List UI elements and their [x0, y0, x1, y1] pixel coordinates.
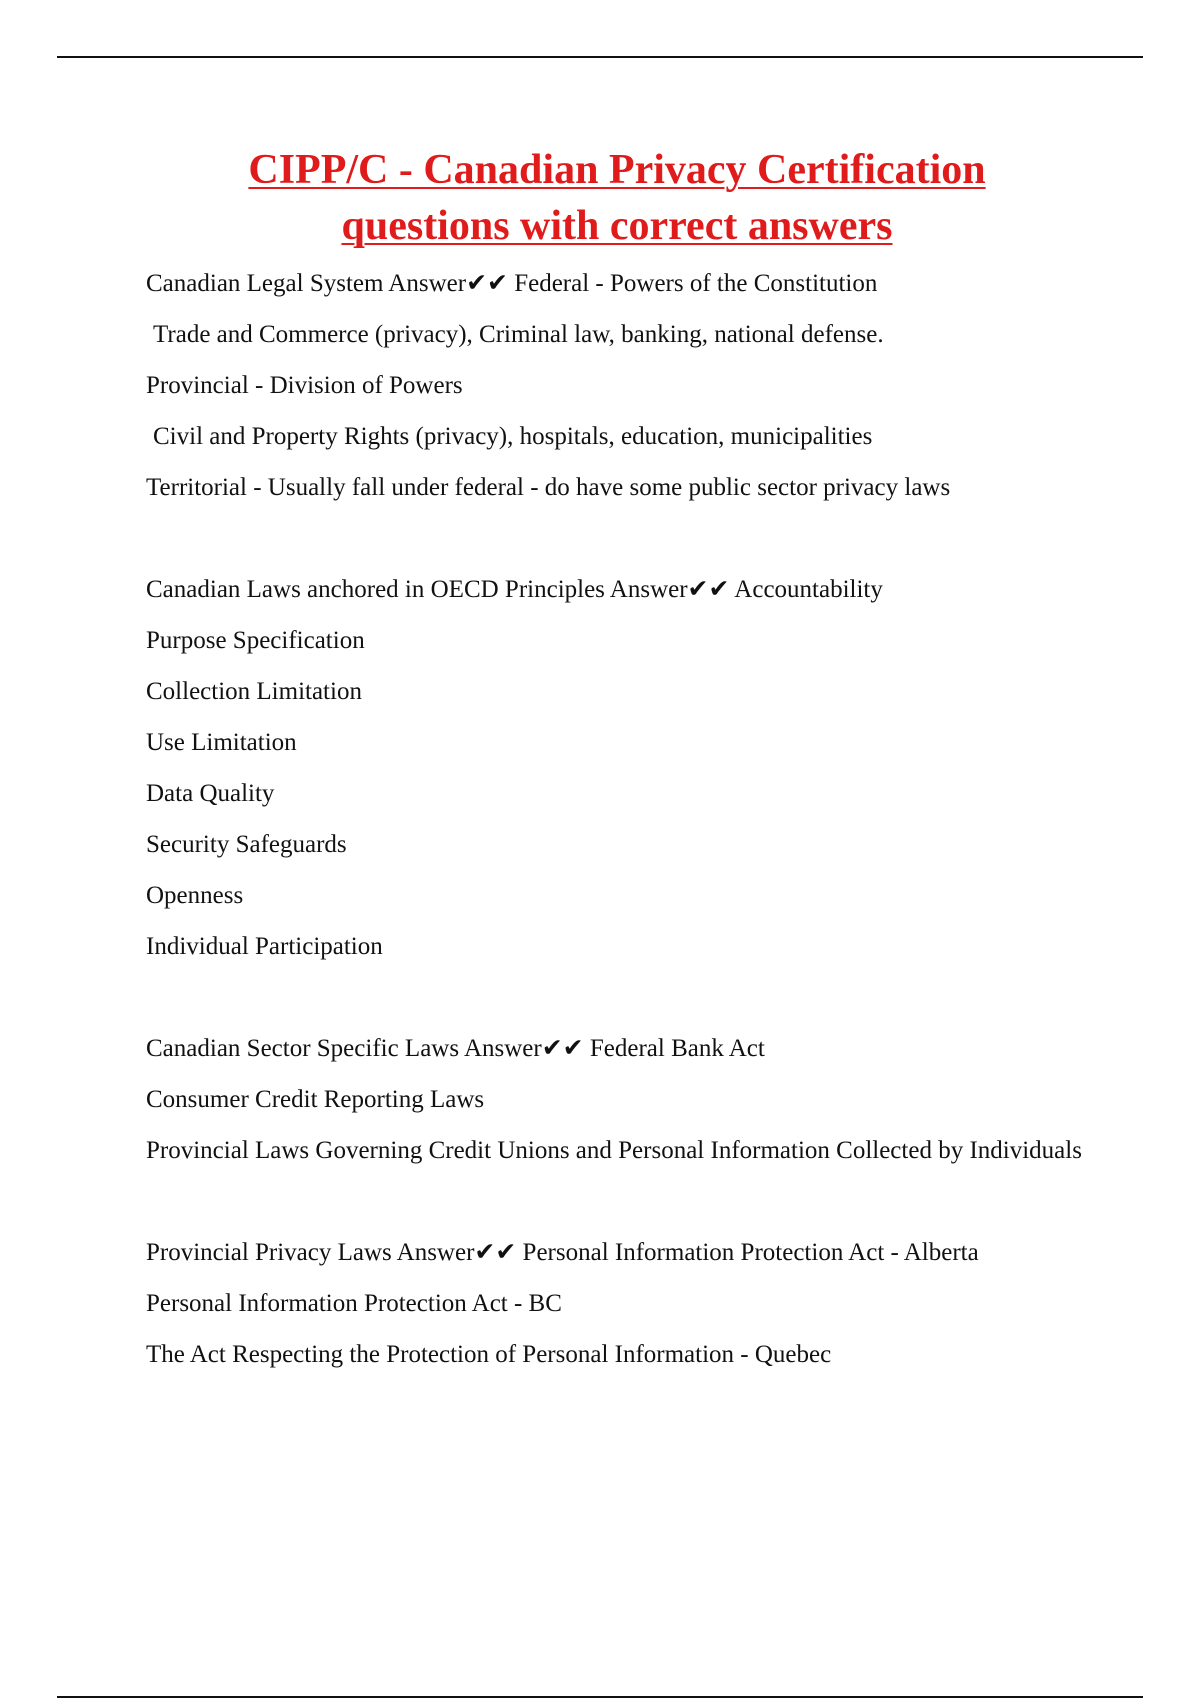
- answer-line: Provincial Laws Governing Credit Unions and Personal Information Collected by Individuals: [146, 1137, 1082, 1164]
- title-line-2: questions with correct answers: [341, 203, 893, 249]
- answer-line: Security Safeguards: [146, 831, 347, 858]
- answer-line: Data Quality: [146, 780, 275, 807]
- bottom-rule: [57, 1696, 1143, 1698]
- section-gap: [146, 980, 1086, 1031]
- section-legal-system: [146, 266, 1086, 506]
- section-sector-specific-laws: [146, 1031, 1086, 1169]
- document-title: [0, 142, 1200, 254]
- answer-line: Trade and Commerce (privacy), Criminal law, banking, national defense.: [153, 321, 884, 348]
- answer-line: Consumer Credit Reporting Laws: [146, 1086, 485, 1113]
- answer-line: Territorial - Usually fall under federal - do have some public sector privacy laws: [146, 474, 951, 501]
- title-line-1: CIPP/C - Canadian Privacy Certification: [248, 147, 986, 193]
- question-line: Canadian Legal System Answer✔✔ Federal - Powers of the Constitution: [146, 270, 878, 297]
- answer-line: Purpose Specification: [146, 627, 365, 654]
- answer-line: Personal Information Protection Act - BC: [146, 1290, 562, 1317]
- top-rule: [57, 56, 1143, 58]
- answer-line: Use Limitation: [146, 729, 297, 756]
- answer-line: Individual Participation: [146, 933, 383, 960]
- question-line: Provincial Privacy Laws Answer✔✔ Personal Information Protection Act - Alberta: [146, 1239, 979, 1266]
- answer-line: The Act Respecting the Protection of Personal Information - Quebec: [146, 1341, 832, 1368]
- section-gap: [146, 521, 1086, 572]
- document-body: [146, 266, 1086, 1388]
- question-line: Canadian Sector Specific Laws Answer✔✔ Federal Bank Act: [146, 1035, 765, 1062]
- section-provincial-privacy-laws: [146, 1235, 1086, 1373]
- question-line: Canadian Laws anchored in OECD Principles Answer✔✔ Accountability: [146, 576, 883, 603]
- answer-line: Provincial - Division of Powers: [146, 372, 463, 399]
- answer-line: Collection Limitation: [146, 678, 362, 705]
- section-oecd-principles: [146, 572, 1086, 965]
- answer-line: Openness: [146, 882, 244, 909]
- section-gap: [146, 1184, 1086, 1235]
- answer-line: Civil and Property Rights (privacy), hospitals, education, municipalities: [153, 423, 873, 450]
